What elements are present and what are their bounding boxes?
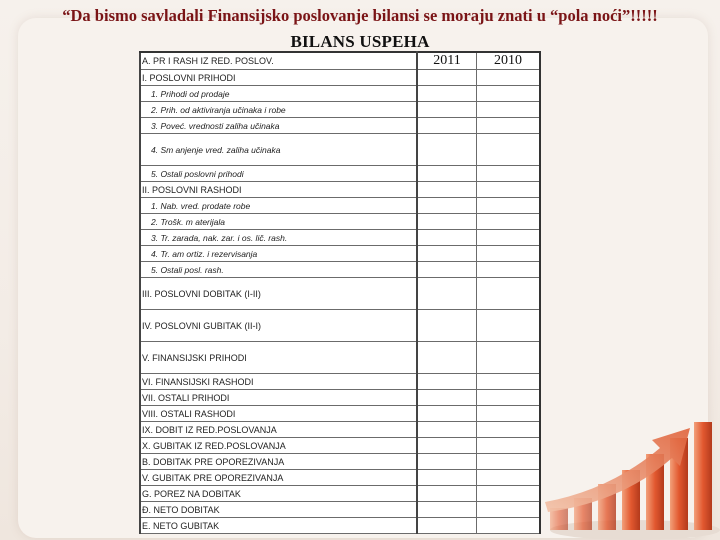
value-cell-2010 <box>477 214 541 230</box>
value-cell-2011 <box>417 278 477 310</box>
value-cell-2010 <box>477 262 541 278</box>
table-row <box>140 86 540 102</box>
row-label-cell <box>140 422 417 438</box>
row-label: A. PR I RASH IZ RED. POSLOV. <box>142 56 274 66</box>
row-label: 2. Trošk. m aterijala <box>151 216 226 227</box>
row-label-cell <box>140 102 417 118</box>
bar-chart-arrow-icon <box>540 380 720 540</box>
value-cell-2011 <box>417 182 477 198</box>
value-cell-2011 <box>417 198 477 214</box>
income-statement-body <box>140 52 540 534</box>
value-cell-2010 <box>477 406 541 422</box>
value-cell-2010 <box>477 390 541 406</box>
row-label: 4. Tr. am ortiz. i rezervisanja <box>151 248 258 259</box>
value-cell-2010 <box>477 422 541 438</box>
row-label-cell <box>140 166 417 182</box>
table-row <box>140 406 540 422</box>
row-label: V. GUBITAK PRE OPOREZIVANJA <box>142 472 284 483</box>
bar-7 <box>694 422 712 530</box>
table-row <box>140 342 540 374</box>
row-label-cell <box>140 310 417 342</box>
row-label: 4. Sm anjenje vred. zaliha učinaka <box>151 144 281 155</box>
row-label-cell <box>140 486 417 502</box>
row-label: V. FINANSIJSKI PRIHODI <box>142 352 247 363</box>
row-label-cell <box>140 246 417 262</box>
table-row <box>140 198 540 214</box>
row-label: I. POSLOVNI PRIHODI <box>142 72 236 83</box>
value-cell-2010 <box>477 502 541 518</box>
table-row <box>140 182 540 198</box>
value-cell-2010 <box>477 470 541 486</box>
value-cell-2011 <box>417 518 477 534</box>
row-label: VII. OSTALI PRIHODI <box>142 392 230 403</box>
page-title <box>0 32 720 52</box>
row-label: 2. Prih. od aktiviranja učinaka i robe <box>151 104 286 115</box>
row-label: VI. FINANSIJSKI RASHODI <box>142 376 254 387</box>
table-row <box>140 502 540 518</box>
value-cell-2011 <box>417 470 477 486</box>
value-cell-2011 <box>417 422 477 438</box>
row-label: 1. Prihodi od prodaje <box>151 88 230 99</box>
row-label: 3. Tr. zarada, nak. zar. i os. lič. rash. <box>151 232 288 243</box>
table-row <box>140 246 540 262</box>
table-row <box>140 70 540 86</box>
table-row <box>140 438 540 454</box>
value-cell-2010 <box>477 518 541 534</box>
value-cell-2011 <box>417 214 477 230</box>
row-label-cell <box>140 390 417 406</box>
year-header-2011: 2011 <box>417 52 477 70</box>
value-cell-2010 <box>477 438 541 454</box>
row-label-cell <box>140 214 417 230</box>
table-row <box>140 102 540 118</box>
row-label: VIII. OSTALI RASHODI <box>142 408 236 419</box>
income-statement-table <box>139 51 541 534</box>
row-label-cell <box>140 278 417 310</box>
value-cell-2011 <box>417 438 477 454</box>
table-row <box>140 262 540 278</box>
table-row <box>140 470 540 486</box>
value-cell-2010 <box>477 342 541 374</box>
trend-arrow <box>545 428 690 512</box>
row-label-cell <box>140 182 417 198</box>
value-cell-2011 <box>417 390 477 406</box>
row-label: E. NETO GUBITAK <box>142 520 220 531</box>
table-row <box>140 278 540 310</box>
row-label-cell <box>140 518 417 534</box>
row-label: 5. Ostali poslovni prihodi <box>151 168 244 179</box>
value-cell-2011 <box>417 230 477 246</box>
value-cell-2010 <box>477 310 541 342</box>
value-cell-2011 <box>417 310 477 342</box>
value-cell-2011 <box>417 70 477 86</box>
row-label-cell <box>140 70 417 86</box>
row-label-cell <box>140 374 417 390</box>
value-cell-2011 <box>417 454 477 470</box>
table-row <box>140 118 540 134</box>
row-label: IV. POSLOVNI GUBITAK (II-I) <box>142 320 262 331</box>
table-row <box>140 134 540 166</box>
value-cell-2010 <box>477 246 541 262</box>
value-cell-2011 <box>417 134 477 166</box>
page-title-text: BILANS USPEHA <box>290 32 430 51</box>
row-label-cell <box>140 406 417 422</box>
value-cell-2011 <box>417 262 477 278</box>
row-label: Đ. NETO DOBITAK <box>142 504 220 515</box>
value-cell-2011 <box>417 502 477 518</box>
row-label-cell <box>140 198 417 214</box>
value-cell-2011 <box>417 406 477 422</box>
value-cell-2010 <box>477 278 541 310</box>
value-cell-2011 <box>417 246 477 262</box>
row-label: 3. Poveć. vrednosti zaliha učinaka <box>151 120 280 131</box>
year-header-2010: 2010 <box>477 52 541 70</box>
value-cell-2010 <box>477 374 541 390</box>
value-cell-2010 <box>477 70 541 86</box>
row-label: X. GUBITAK IZ RED.POSLOVANJA <box>142 440 286 451</box>
row-label-cell <box>140 52 417 70</box>
value-cell-2011 <box>417 118 477 134</box>
row-label-cell <box>140 342 417 374</box>
value-cell-2010 <box>477 198 541 214</box>
value-cell-2011 <box>417 166 477 182</box>
value-cell-2010 <box>477 230 541 246</box>
value-cell-2010 <box>477 182 541 198</box>
table-row <box>140 166 540 182</box>
table-row <box>140 52 540 70</box>
page-heading: “Da bismo savladali Finansijsko poslovanje bilansi se moraju znati u “pola noći”!!!!! <box>62 6 658 25</box>
table-row <box>140 310 540 342</box>
value-cell-2011 <box>417 102 477 118</box>
row-label-cell <box>140 118 417 134</box>
table-row <box>140 230 540 246</box>
table-row <box>140 518 540 534</box>
value-cell-2010 <box>477 486 541 502</box>
value-cell-2010 <box>477 86 541 102</box>
value-cell-2011 <box>417 486 477 502</box>
value-cell-2010 <box>477 102 541 118</box>
row-label: IX. DOBIT IZ RED.POSLOVANJA <box>142 424 277 435</box>
table-row <box>140 486 540 502</box>
table-row <box>140 214 540 230</box>
value-cell-2010 <box>477 454 541 470</box>
row-label-cell <box>140 502 417 518</box>
row-label-cell <box>140 134 417 166</box>
value-cell-2011 <box>417 374 477 390</box>
table-row <box>140 390 540 406</box>
value-cell-2010 <box>477 166 541 182</box>
row-label-cell <box>140 86 417 102</box>
row-label-cell <box>140 454 417 470</box>
row-label-cell <box>140 470 417 486</box>
table-row <box>140 454 540 470</box>
value-cell-2010 <box>477 118 541 134</box>
row-label: II. POSLOVNI RASHODI <box>142 184 242 195</box>
value-cell-2011 <box>417 86 477 102</box>
row-label: 1. Nab. vred. prodate robe <box>151 200 251 211</box>
row-label: B. DOBITAK PRE OPOREZIVANJA <box>142 456 285 467</box>
row-label-cell <box>140 262 417 278</box>
row-label: 5. Ostali posl. rash. <box>151 264 224 275</box>
row-label-cell <box>140 438 417 454</box>
value-cell-2011 <box>417 342 477 374</box>
value-cell-2010 <box>477 134 541 166</box>
row-label-cell <box>140 230 417 246</box>
table-row <box>140 374 540 390</box>
row-label: III. POSLOVNI DOBITAK (I-II) <box>142 288 261 299</box>
row-label: G. POREZ NA DOBITAK <box>142 488 241 499</box>
table-row <box>140 422 540 438</box>
